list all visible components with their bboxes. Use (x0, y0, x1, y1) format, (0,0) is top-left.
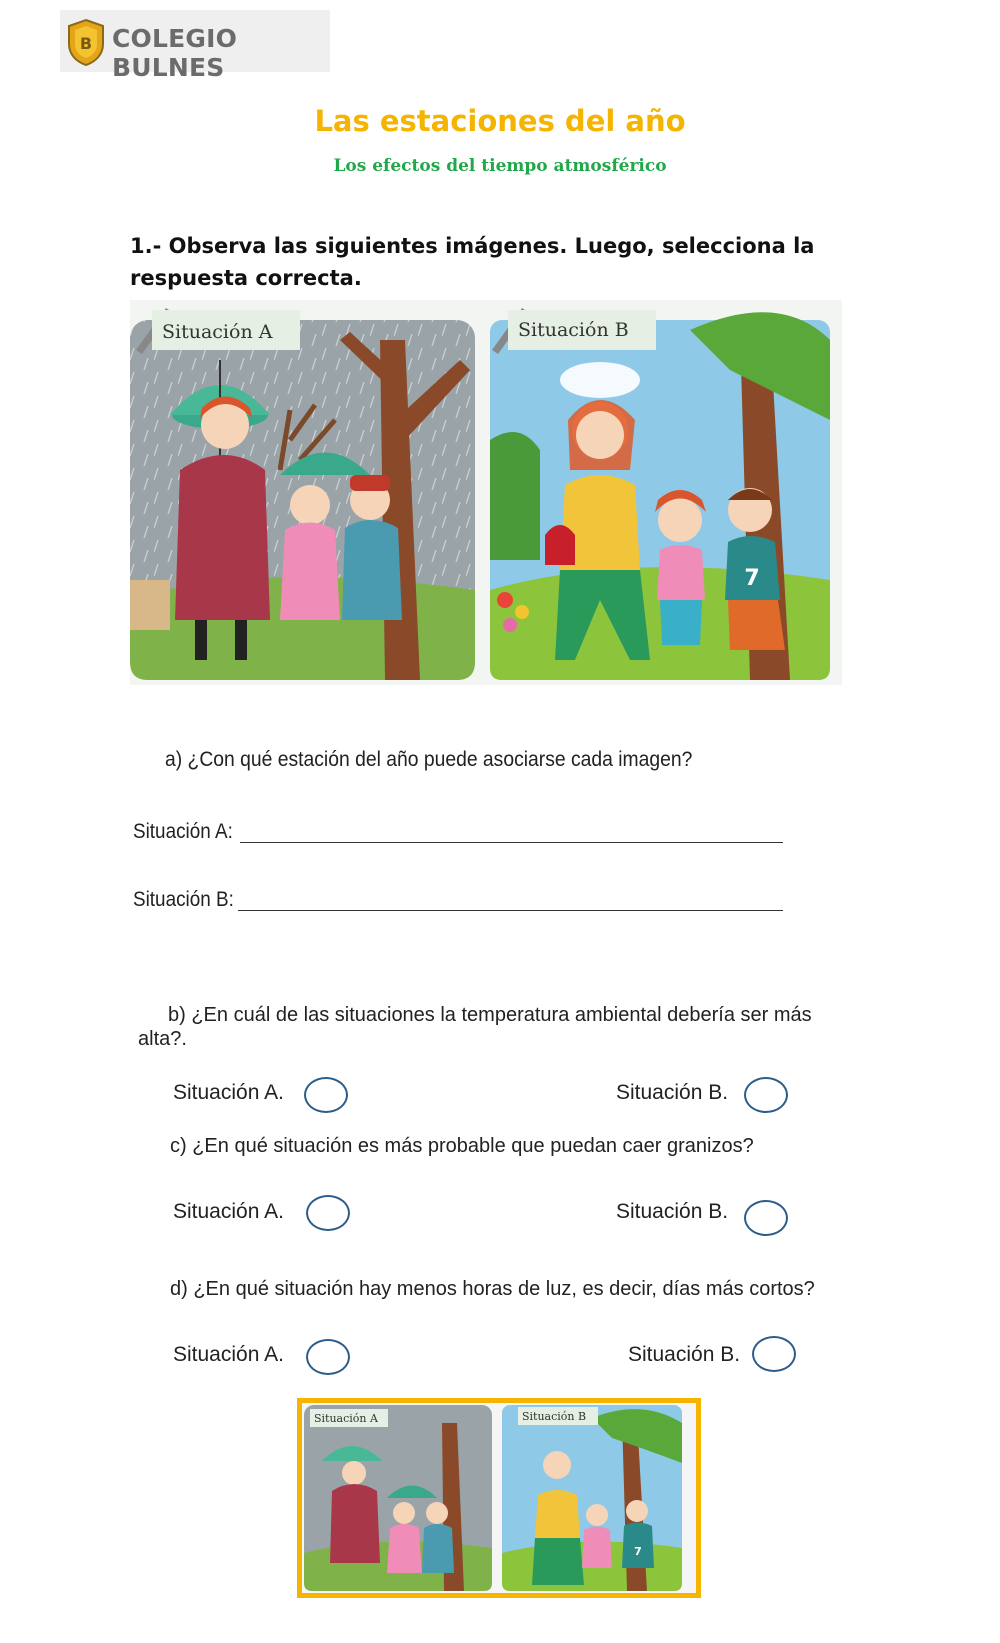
thumbnail-jersey-number: 7 (634, 1545, 642, 1558)
school-logo (60, 10, 330, 82)
situation-b-tag (492, 308, 656, 354)
situation-a-label: Situación A (162, 321, 273, 343)
question-a-situation-a-label: Situación A: (133, 820, 233, 843)
question-d-option-a-label: Situación A. (173, 1343, 284, 1366)
question-d-option-b-radio[interactable] (752, 1336, 796, 1372)
question-b-option-a-radio[interactable] (304, 1077, 348, 1113)
school-name: COLEGIO BULNES (112, 24, 238, 82)
question-d: d) ¿En qué situación hay menos horas de luz, es decir, días más cortos? (170, 1278, 815, 1300)
thumbnail-situation-b-label: Situación B (522, 1410, 587, 1423)
question-c-option-b-label: Situación B. (616, 1200, 729, 1223)
situation-b-label: Situación B (518, 319, 629, 341)
question-b-option-b-radio[interactable] (744, 1077, 788, 1113)
seasons-illustrations (130, 300, 842, 685)
page-title: Las estaciones del año (314, 104, 686, 138)
question-b-option-a-label: Situación A. (173, 1081, 284, 1104)
situation-b-illustration (490, 312, 830, 680)
situation-a-answer-blank[interactable] (240, 842, 783, 843)
instruction-text: 1.- Observa las siguientes imágenes. Luego, selecciona la respuesta correcta. (130, 234, 815, 290)
page-subtitle: Los efectos del tiempo atmosférico (333, 156, 667, 176)
question-c-option-a-label: Situación A. (173, 1200, 284, 1223)
jersey-number: 7 (744, 566, 760, 591)
thumbnail-situation-a-label: Situación A (314, 1412, 378, 1425)
question-b: b) ¿En cuál de las situaciones la temperatura ambiental debería ser más alta?. (138, 1004, 812, 1050)
question-a: a) ¿Con qué estación del año puede asociarse cada imagen? (165, 748, 693, 771)
question-b-option-b-label: Situación B. (616, 1081, 729, 1104)
situation-a-illustration (130, 320, 475, 680)
situation-b-answer-blank[interactable] (238, 910, 783, 911)
question-c: c) ¿En qué situación es más probable que puedan caer granizos? (170, 1135, 754, 1157)
school-shield-icon (66, 18, 106, 66)
question-d-option-b-label: Situación B. (628, 1343, 741, 1366)
svg-text:B: B (79, 34, 93, 53)
situation-a-tag (136, 308, 300, 354)
question-d-option-a-radio[interactable] (306, 1339, 350, 1375)
question-a-situation-b-label: Situación B: (133, 888, 234, 911)
question-c-option-b-radio[interactable] (744, 1200, 788, 1236)
question-c-option-a-radio[interactable] (306, 1195, 350, 1231)
illustrations-thumbnail (297, 1398, 701, 1598)
